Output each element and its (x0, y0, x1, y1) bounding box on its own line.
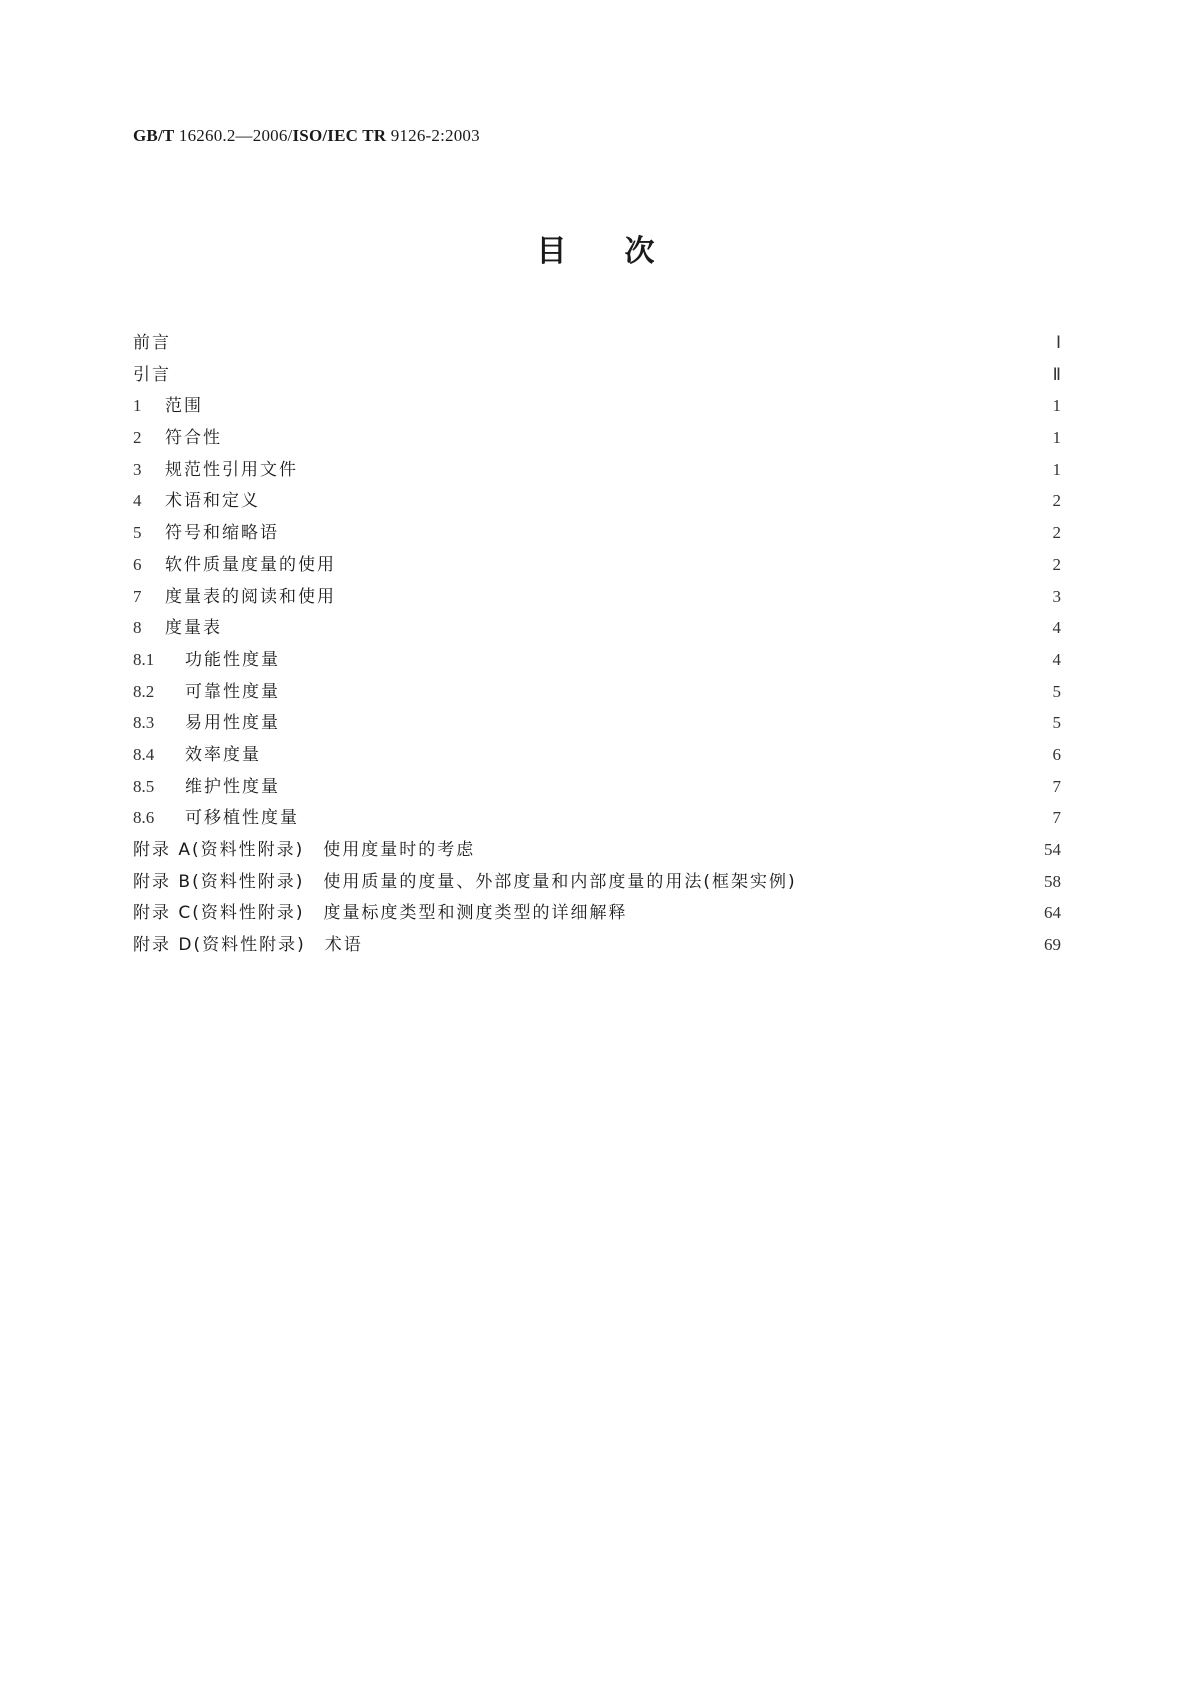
toc-entry-page: 4 (1052, 649, 1061, 669)
toc-entry[interactable] (133, 391, 1061, 423)
toc-entry[interactable] (133, 867, 1061, 899)
standard-code-number: 16260.2—2006/ (178, 126, 293, 145)
toc-entry-number: 8.5 (133, 776, 155, 796)
toc-entry-label: 范围 (165, 396, 203, 417)
toc-entry[interactable] (133, 423, 1061, 455)
toc-entry[interactable] (133, 613, 1061, 645)
toc-entry-number: 3 (133, 459, 142, 479)
page-title: 目次 (536, 234, 713, 269)
toc-entry-number: 1 (133, 396, 142, 416)
toc-entry-page: Ⅱ (1052, 364, 1061, 384)
standard-header (133, 126, 480, 146)
toc-entry-page: 6 (1052, 744, 1061, 764)
toc-entry-label: 符号和缩略语 (165, 523, 279, 544)
standard-code-bold: GB/T (133, 126, 175, 145)
toc-entry[interactable] (133, 772, 1061, 804)
iso-code-number: 9126-2:2003 (390, 126, 480, 145)
toc-entry-number: 2 (133, 428, 142, 448)
toc-entry-page: 1 (1052, 396, 1061, 416)
toc-entry-page: 5 (1052, 713, 1061, 733)
toc-entry[interactable] (133, 740, 1061, 772)
toc-entry[interactable] (133, 708, 1061, 740)
toc-entry-number: 4 (133, 491, 142, 511)
toc-entry-page: Ⅰ (1055, 333, 1061, 352)
table-of-contents (133, 328, 1061, 962)
toc-entry-label: 效率度量 (185, 744, 261, 765)
toc-entry-label: 度量表 (165, 618, 222, 639)
toc-entry-number: 8.1 (133, 649, 155, 669)
toc-entry[interactable] (133, 455, 1061, 487)
toc-entry-page: 64 (1044, 903, 1061, 923)
toc-entry-label: 功能性度量 (185, 649, 280, 670)
toc-entry-page: 4 (1052, 618, 1061, 638)
toc-entry[interactable] (133, 328, 1061, 360)
toc-entry-page: 69 (1044, 935, 1061, 955)
toc-entry-page: 1 (1052, 428, 1061, 448)
toc-entry[interactable] (133, 803, 1061, 835)
toc-entry[interactable] (133, 898, 1061, 930)
toc-entry-number: 6 (133, 554, 142, 574)
toc-entry-page: 7 (1052, 776, 1061, 796)
toc-entry-page: 2 (1052, 491, 1061, 511)
toc-entry-page: 5 (1052, 681, 1061, 701)
toc-entry[interactable] (133, 645, 1061, 677)
toc-entry-number: 7 (133, 586, 142, 606)
toc-entry[interactable] (133, 360, 1061, 392)
toc-entry-label: 软件质量度量的使用 (165, 554, 336, 575)
toc-entry[interactable] (133, 677, 1061, 709)
toc-entry-label: 符合性 (165, 428, 222, 449)
toc-entry[interactable] (133, 835, 1061, 867)
toc-entry-number: 5 (133, 523, 142, 543)
toc-entry-number: 8.2 (133, 681, 155, 701)
toc-entry-page: 3 (1052, 586, 1061, 606)
toc-entry-label: 规范性引用文件 (165, 459, 298, 480)
toc-entry-label: 易用性度量 (185, 713, 280, 734)
toc-entry-label: 度量表的阅读和使用 (165, 586, 336, 607)
toc-entry[interactable] (133, 550, 1061, 582)
toc-entry-label: 附录 C(资料性附录) 度量标度类型和测度类型的详细解释 (133, 903, 628, 924)
toc-entry-label: 可移植性度量 (185, 808, 299, 829)
toc-entry-label: 附录 B(资料性附录) 使用质量的度量、外部度量和内部度量的用法(框架实例) (133, 871, 797, 892)
toc-entry-page: 54 (1044, 840, 1061, 859)
toc-entry-page: 2 (1052, 523, 1061, 543)
toc-entry-label: 前言 (133, 333, 171, 353)
toc-entry-page: 2 (1052, 554, 1061, 574)
toc-entry-number: 8.6 (133, 808, 155, 828)
toc-entry-label: 附录 D(资料性附录) 术语 (133, 935, 363, 956)
toc-entry[interactable] (133, 486, 1061, 518)
toc-entry[interactable] (133, 582, 1061, 614)
toc-entry-label: 维护性度量 (185, 776, 280, 797)
toc-entry-label: 附录 A(资料性附录) 使用度量时的考虑 (133, 840, 476, 860)
toc-entry-label: 术语和定义 (165, 491, 260, 512)
toc-entry-label: 可靠性度量 (185, 681, 280, 702)
toc-entry-page: 58 (1044, 871, 1061, 891)
toc-entry-label: 引言 (133, 364, 171, 385)
toc-entry-page: 7 (1052, 808, 1061, 828)
toc-entry[interactable] (133, 930, 1061, 962)
toc-entry-number: 8.3 (133, 713, 155, 733)
toc-entry-number: 8.4 (133, 744, 155, 764)
toc-entry[interactable] (133, 518, 1061, 550)
toc-entry-number: 8 (133, 618, 142, 638)
toc-entry-page: 1 (1052, 459, 1061, 479)
iso-code-bold: ISO/IEC TR (292, 126, 387, 145)
